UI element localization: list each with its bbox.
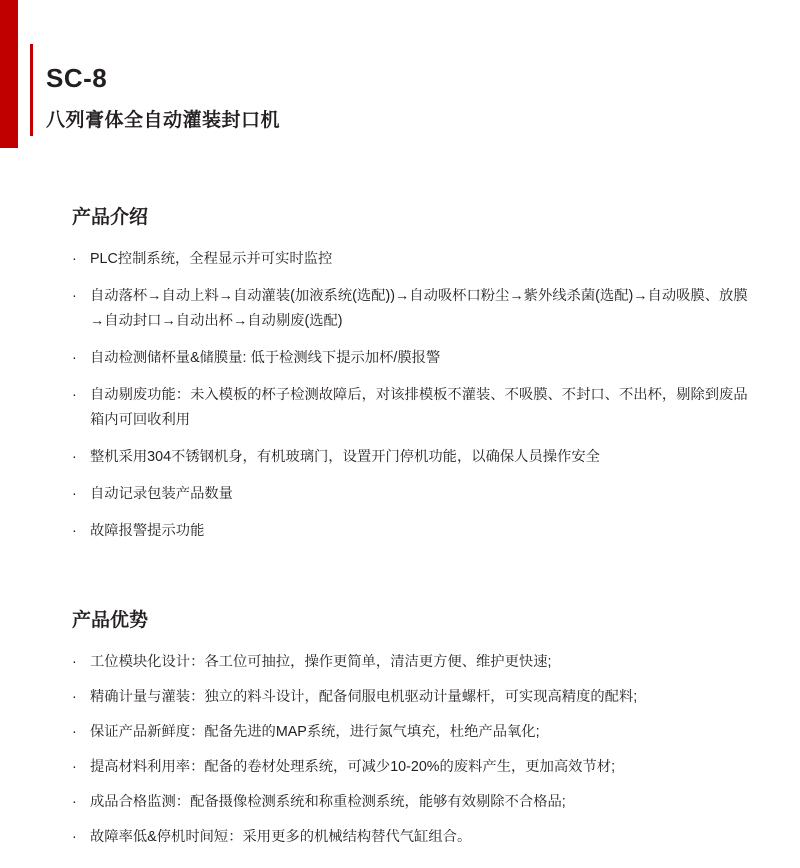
bullet-icon: · bbox=[72, 350, 77, 366]
bullet-icon: · bbox=[72, 724, 77, 740]
list-item bbox=[72, 284, 760, 334]
list-item-text: 自动落杯→自动上料→自动灌装(加液系统(选配))→自动吸杯口粉尘→紫外线杀菌(选配)→自动吸膜、放膜→自动封口→自动出杯→自动剔废(选配) bbox=[90, 288, 748, 329]
list-item-text: 成品合格监测：配备摄像检测系统和称重检测系统，能够有效剔除不合格品; bbox=[90, 794, 566, 810]
list-item-text: 自动剔废功能：未入模板的杯子检测故障后，对该排模板不灌装、不吸膜、不封口、不出杯，剔除到废品箱内可回收利用 bbox=[90, 387, 748, 428]
list-item-text: 精确计量与灌装：独立的料斗设计，配备伺服电机驱动计量螺杆，可实现高精度的配料; bbox=[90, 689, 638, 705]
intro-bullet-list bbox=[0, 247, 800, 544]
list-item bbox=[72, 346, 760, 371]
bullet-icon: · bbox=[72, 689, 77, 705]
product-title: 八列膏体全自动灌装封口机 bbox=[46, 110, 281, 131]
list-item-text: 自动记录包装产品数量 bbox=[90, 486, 233, 502]
bullet-icon: · bbox=[72, 288, 77, 304]
product-model: SC-8 bbox=[46, 63, 108, 93]
bullet-icon: · bbox=[72, 654, 77, 670]
list-item-text: 整机采用304不锈钢机身，有机玻璃门，设置开门停机功能，以确保人员操作安全 bbox=[90, 449, 600, 465]
bullet-icon: · bbox=[72, 794, 77, 810]
section-product-advantages bbox=[0, 608, 800, 850]
bullet-icon: · bbox=[72, 387, 77, 403]
list-item-text: 故障率低&停机时间短：采用更多的机械结构替代气缸组合。 bbox=[90, 829, 472, 845]
bullet-icon: · bbox=[72, 759, 77, 775]
list-item-text: 提高材料利用率：配备的卷材处理系统，可减少10-20%的废料产生，更加高效节材; bbox=[90, 759, 616, 775]
bullet-icon: · bbox=[72, 251, 77, 267]
list-item-text: 故障报警提示功能 bbox=[90, 523, 205, 539]
list-item bbox=[72, 383, 760, 433]
list-item-text: 自动检测储杯量&储膜量: 低于检测线下提示加杯/膜报警 bbox=[90, 350, 441, 366]
list-item bbox=[72, 482, 760, 507]
header-vertical-rule bbox=[30, 44, 33, 136]
advantages-bullet-list bbox=[0, 650, 800, 850]
bullet-icon: · bbox=[72, 486, 77, 502]
section-title-advantages: 产品优势 bbox=[72, 610, 149, 631]
bullet-icon: · bbox=[72, 449, 77, 465]
list-item bbox=[72, 247, 760, 272]
list-item-text: PLC控制系统，全程显示并可实时监控 bbox=[90, 251, 333, 267]
section-title-intro: 产品介绍 bbox=[72, 207, 149, 228]
bullet-icon: · bbox=[72, 829, 77, 845]
list-item bbox=[72, 755, 760, 780]
section-product-introduction bbox=[0, 205, 800, 544]
list-item bbox=[72, 519, 760, 544]
list-item-text: 工位模块化设计：各工位可抽拉，操作更简单，清洁更方便、维护更快速; bbox=[90, 654, 552, 670]
list-item bbox=[72, 720, 760, 745]
document-header bbox=[0, 0, 800, 148]
list-item bbox=[72, 790, 760, 815]
bullet-icon: · bbox=[72, 523, 77, 539]
header-accent-bar bbox=[0, 0, 18, 148]
list-item bbox=[72, 825, 760, 850]
list-item-text: 保证产品新鲜度：配备先进的MAP系统，进行氮气填充，杜绝产品氧化; bbox=[90, 724, 540, 740]
list-item bbox=[72, 685, 760, 710]
list-item bbox=[72, 445, 760, 470]
list-item bbox=[72, 650, 760, 675]
